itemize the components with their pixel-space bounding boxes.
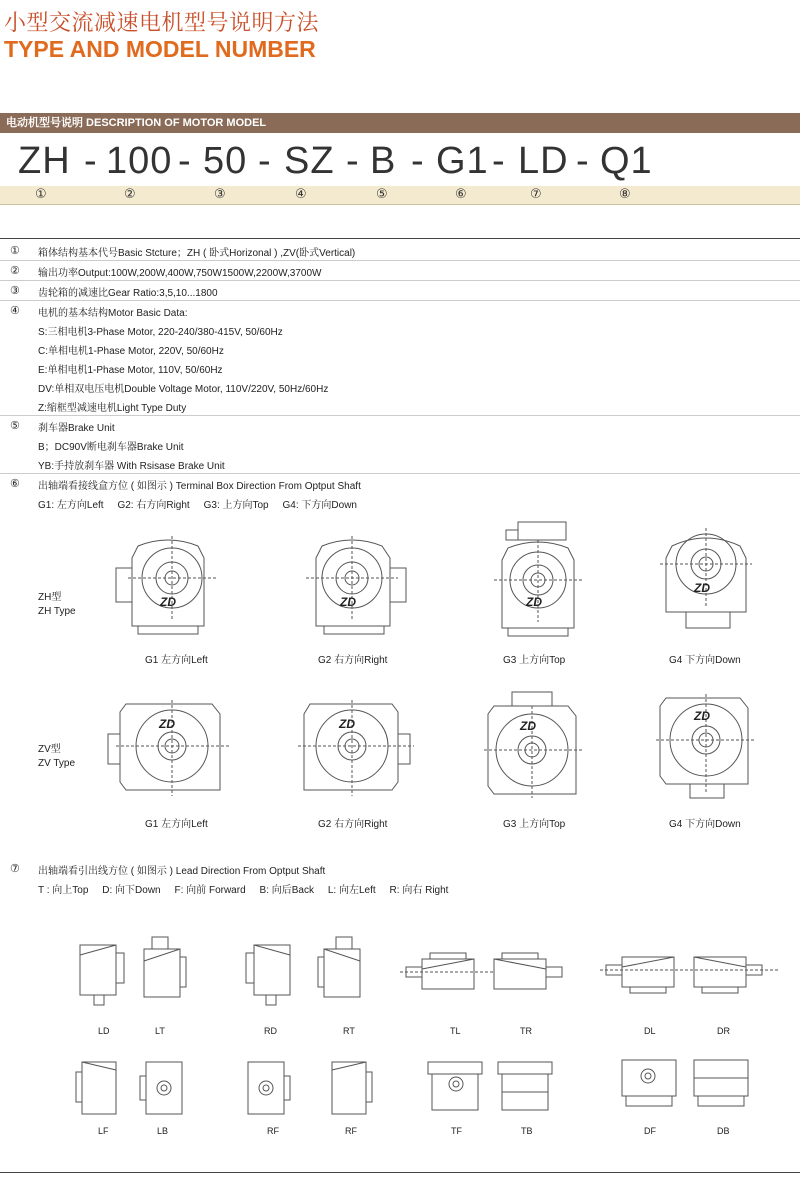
lead-label: TL <box>450 1026 461 1036</box>
zd-logo: ZD <box>160 595 176 609</box>
zh-g2-diagram <box>298 528 418 640</box>
lead-label: DB <box>717 1126 730 1136</box>
model-num: ⑤ <box>376 187 388 202</box>
svg-text:ZD: ZD <box>159 717 175 731</box>
lead-label: DF <box>644 1126 656 1136</box>
model-seg-5: B <box>370 140 397 182</box>
model-seg-2: 100 <box>106 140 173 182</box>
model-seg-4: SZ <box>284 140 335 182</box>
lead-legend: T : 向上Top D: 向下Down F: 向前 Forward B: 向后Back L: 向左Left R: 向右 Right <box>38 885 449 896</box>
model-seg-6: G1 <box>436 140 489 182</box>
zh-g3-label: G3 上方向Top <box>503 655 566 666</box>
zv-g2-diagram <box>296 698 420 800</box>
zh-g2-label: G2 右方向Right <box>318 655 388 666</box>
zv-g1-diagram <box>104 698 234 800</box>
model-dash: - <box>84 140 98 182</box>
model-seg-3: 50 <box>203 140 248 182</box>
lead-row2-diagrams <box>70 1056 790 1120</box>
zv-type-label-cn: ZV型 <box>38 744 61 755</box>
lead-label: DL <box>644 1026 656 1036</box>
model-num: ① <box>35 187 47 202</box>
lead-label: LB <box>157 1126 169 1136</box>
model-dash: - <box>346 140 360 182</box>
zh-type-label-en: ZH Type <box>38 606 76 617</box>
zv-g4-label: G4 下方向Down <box>669 819 741 830</box>
section-bar: 电动机型号说明 DESCRIPTION OF MOTOR MODEL <box>0 113 800 133</box>
svg-text:ZD: ZD <box>340 595 356 609</box>
zv-g3-diagram <box>482 690 586 802</box>
lead-title: 出轴端看引出线方位 ( 如图示 ) Lead Direction From Optput Shaft <box>38 866 326 877</box>
svg-text:ZD: ZD <box>526 595 542 609</box>
lead-label: TF <box>451 1126 462 1136</box>
model-num: ② <box>124 187 136 202</box>
model-dash: - <box>576 140 590 182</box>
lead-label: LF <box>98 1126 109 1136</box>
zh-g3-diagram <box>488 518 588 642</box>
zh-g1-label: G1 左方向Left <box>145 655 208 666</box>
model-num: ⑥ <box>455 187 467 202</box>
svg-text:ZD: ZD <box>339 717 355 731</box>
lead-label: RF <box>267 1126 279 1136</box>
lead-label: RT <box>343 1026 355 1036</box>
svg-text:ZD: ZD <box>694 709 710 723</box>
lead-label: DR <box>717 1026 730 1036</box>
zv-g3-label: G3 上方向Top <box>503 819 566 830</box>
lead-row1-diagrams <box>70 935 790 1010</box>
svg-text:ZD: ZD <box>694 581 710 595</box>
model-number-strip <box>0 186 800 205</box>
zv-g4-diagram <box>654 692 758 804</box>
page-title-en: TYPE AND MODEL NUMBER <box>4 36 316 62</box>
zh-g4-label: G4 下方向Down <box>669 655 741 666</box>
model-dash: - <box>492 140 506 182</box>
bottom-divider <box>0 1172 800 1173</box>
lead-label: LT <box>155 1026 165 1036</box>
model-dash: - <box>411 140 425 182</box>
lead-label: TB <box>521 1126 533 1136</box>
lead-label: LD <box>98 1026 110 1036</box>
lead-num: ⑦ <box>10 863 20 875</box>
model-seg-7: LD <box>518 140 569 182</box>
zh-g1-diagram <box>108 528 228 640</box>
model-num: ③ <box>214 187 226 202</box>
model-dash: - <box>258 140 272 182</box>
lead-label: TR <box>520 1026 532 1036</box>
model-num: ④ <box>295 187 307 202</box>
zv-type-label-en: ZV Type <box>38 758 76 769</box>
zv-g1-label: G1 左方向Left <box>145 819 208 830</box>
model-seg-1: ZH <box>18 140 71 182</box>
svg-text:ZD: ZD <box>520 719 536 733</box>
model-num: ⑦ <box>530 187 542 202</box>
model-num: ⑧ <box>619 187 631 202</box>
divider <box>0 238 800 239</box>
model-code <box>18 140 718 184</box>
zv-g2-label: G2 右方向Right <box>318 819 388 830</box>
lead-label: RF <box>345 1126 357 1136</box>
model-dash: - <box>178 140 192 182</box>
zh-g4-diagram <box>656 526 756 634</box>
page-title-cn: 小型交流减速电机型号说明方法 <box>4 11 320 36</box>
lead-label: RD <box>264 1026 277 1036</box>
model-seg-8: Q1 <box>600 140 653 182</box>
zh-type-label-cn: ZH型 <box>38 592 62 603</box>
